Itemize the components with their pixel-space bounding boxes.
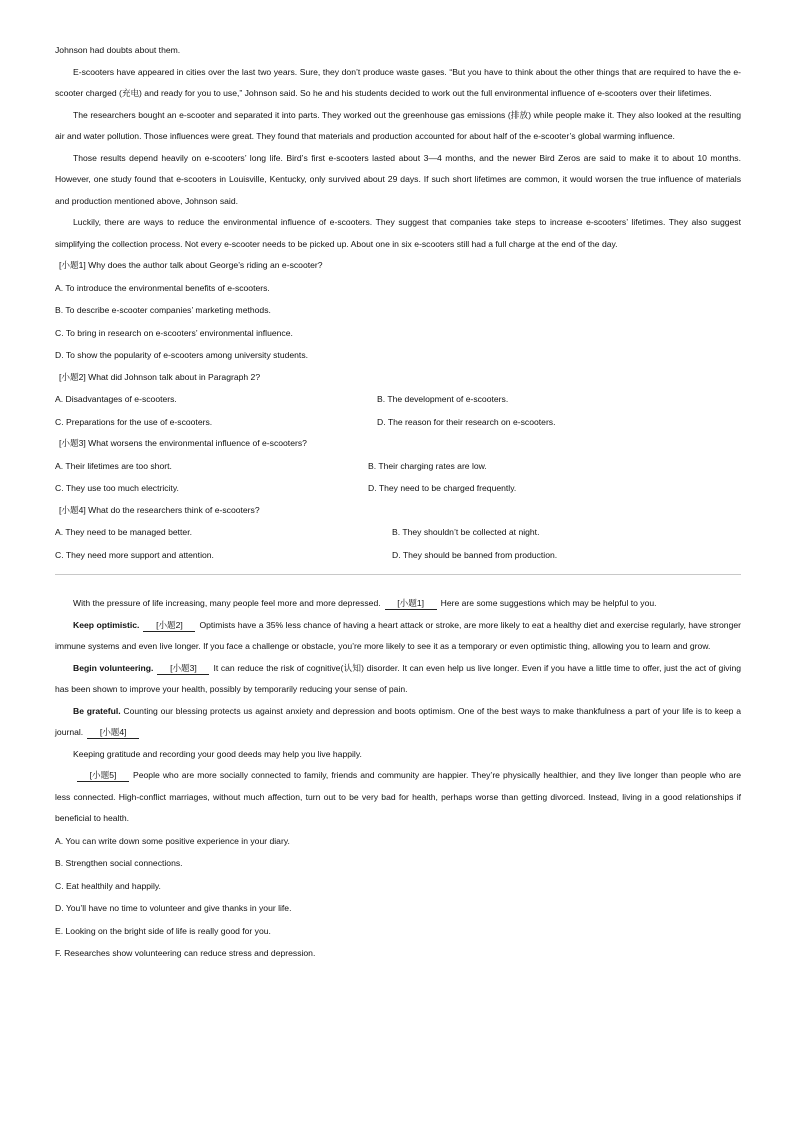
answer-option: F. Researches show volunteering can reduce stress and depression. (55, 948, 316, 958)
answer-option-row (55, 455, 741, 478)
passage-paragraph (55, 615, 741, 658)
passage-text: People who are more socially connected to family, friends and community are happier. They’re physically healthier, and they live longer than people who are less connected. High-conflict marriages, without much affection, turn out to be very bad for health, perhaps worse than getting divorced. Instead, living in a good relationships if beneficial to health. (55, 770, 741, 823)
answer-blank-5: [小题5] (77, 770, 129, 782)
answer-option: D. They need to be charged frequently. (368, 483, 517, 493)
reading-passage-1 (55, 40, 741, 255)
question-set-1 (55, 255, 741, 566)
passage-paragraph (55, 701, 741, 744)
answer-option: A. To introduce the environmental benefits of e-scooters. (55, 282, 270, 293)
answer-option: B. They shouldn’t be collected at night. (392, 527, 540, 537)
passage-paragraph (55, 593, 741, 615)
answer-option: D. You’ll have no time to volunteer and give thanks in your life. (55, 903, 292, 913)
passage-text: It can reduce the risk of cognitive(认知) disorder. It can even help us live longer. Even if you have a little time to offer, just the act of giving has been shown to improve your health, possibly by temporarily reducing your sense of pain. (55, 662, 742, 694)
passage-paragraph: Keeping gratitude and recording your good deeds may help you live happily. (73, 748, 362, 759)
answer-option: D. To show the popularity of e-scooters among university students. (55, 350, 309, 360)
answer-option-row (55, 544, 741, 567)
section-divider (55, 574, 741, 575)
passage-paragraph (55, 658, 741, 701)
passage-paragraph: Luckily, there are ways to reduce the environmental influence of e-scooters. They suggest that companies take steps to increase e-scooters’ lifetimes. They also suggest simplifying the collection process. Not every e-scooter needs to be picked up. About one in six e-scooters still had a full charge at the end of the day. (55, 217, 741, 249)
answer-option: C. Eat healthily and happily. (55, 880, 161, 891)
answer-option: B. Strengthen social connections. (55, 858, 183, 868)
question-stem: [小题4] What do the researchers think of e-scooters? (59, 504, 260, 515)
passage-paragraph: Those results depend heavily on e-scooters’ long life. Bird’s first e-scooters lasted about 3—4 months, and the newer Bird Zeros are said to make it to about 10 months. However, one study found that e-scooters in Louisville, Kentucky, only survived about 29 days. If such short lifetimes are common, it would worsen the true influence of materials and production mentioned above, Johnson said. (55, 152, 741, 206)
answer-option: C. They need more support and attention. (55, 549, 214, 560)
answer-option-row (55, 388, 741, 411)
passage-paragraph: The researchers bought an e-scooter and separated it into parts. They worked out the greenhouse gas emissions (排放) while people make it. They also looked at the resulting air and water pollution. Those influences were great. They found that materials and production accounted for about half of the e-scooter’s global warming influence. (55, 109, 741, 141)
question-stem: [小题2] What did Johnson talk about in Paragraph 2? (59, 371, 261, 382)
passage-text: Counting our blessing protects us against anxiety and depression and boots optimism. One of the best ways to make thankfulness a part of your life is to keep a journal. (55, 705, 742, 737)
answer-option: D. They should be banned from production. (392, 549, 558, 560)
answer-option: A. They need to be managed better. (55, 527, 192, 537)
answer-option: C. To bring in research on e-scooters’ environmental influence. (55, 327, 293, 338)
answer-option: A. Disadvantages of e-scooters. (55, 394, 177, 404)
passage-text: Optimists have a 35% less chance of having a heart attack or stroke, are more likely to eat a healthy diet and exercise regularly, have stronger immune systems and even live longer. If you face a challenge or obstacle, you’re more likely to see it as a temporary or even optimistic thing, allowing you to learn and grow. (55, 619, 742, 651)
passage-paragraph: Johnson had doubts about them. (55, 45, 181, 55)
answer-option-row (55, 521, 741, 544)
passage-text: Here are some suggestions which may be helpful to you. (440, 598, 657, 608)
passage-paragraph (55, 765, 741, 830)
paragraph-heading: Begin volunteering. (73, 662, 154, 673)
answer-blank-2: [小题2] (143, 620, 195, 632)
answer-option: C. They use too much electricity. (55, 483, 179, 493)
paragraph-heading: Be grateful. (73, 705, 121, 716)
reading-passage-2 (55, 593, 741, 830)
paragraph-heading: Keep optimistic. (73, 619, 140, 630)
answer-blank-4: [小题4] (87, 727, 139, 739)
answer-option-row (55, 411, 741, 434)
answer-option: B. The development of e-scooters. (377, 394, 509, 404)
passage-paragraph: E-scooters have appeared in cities over the last two years. Sure, they don’t produce waste gases. “But you have to think about the other things that are required to have the e-scooter charged (充电) and ready for you to use,” Johnson said. So he and his students decided to work out the full environmental influence of e-scooters over their lifetimes. (55, 66, 741, 98)
document-content (55, 40, 741, 965)
answer-option: B. To describe e-scooter companies’ marketing methods. (55, 305, 271, 315)
answer-blank-3: [小题3] (157, 663, 209, 675)
answer-option-row (55, 477, 741, 500)
answer-option: C. Preparations for the use of e-scooters. (55, 416, 213, 427)
answer-option: D. The reason for their research on e-scooters. (377, 416, 556, 427)
answer-option: A. Their lifetimes are too short. (55, 460, 172, 471)
question-stem: [小题1] Why does the author talk about George’s riding an e-scooter? (59, 260, 323, 270)
passage-text: With the pressure of life increasing, many people feel more and more depressed. (73, 598, 381, 608)
answer-blank-1: [小题1] (385, 598, 437, 610)
option-list-2 (55, 830, 741, 965)
question-stem: [小题3] What worsens the environmental influence of e-scooters? (59, 438, 307, 448)
answer-option: B. Their charging rates are low. (368, 460, 487, 471)
answer-option: A. You can write down some positive experience in your diary. (55, 835, 290, 846)
answer-option: E. Looking on the bright side of life is really good for you. (55, 925, 271, 936)
